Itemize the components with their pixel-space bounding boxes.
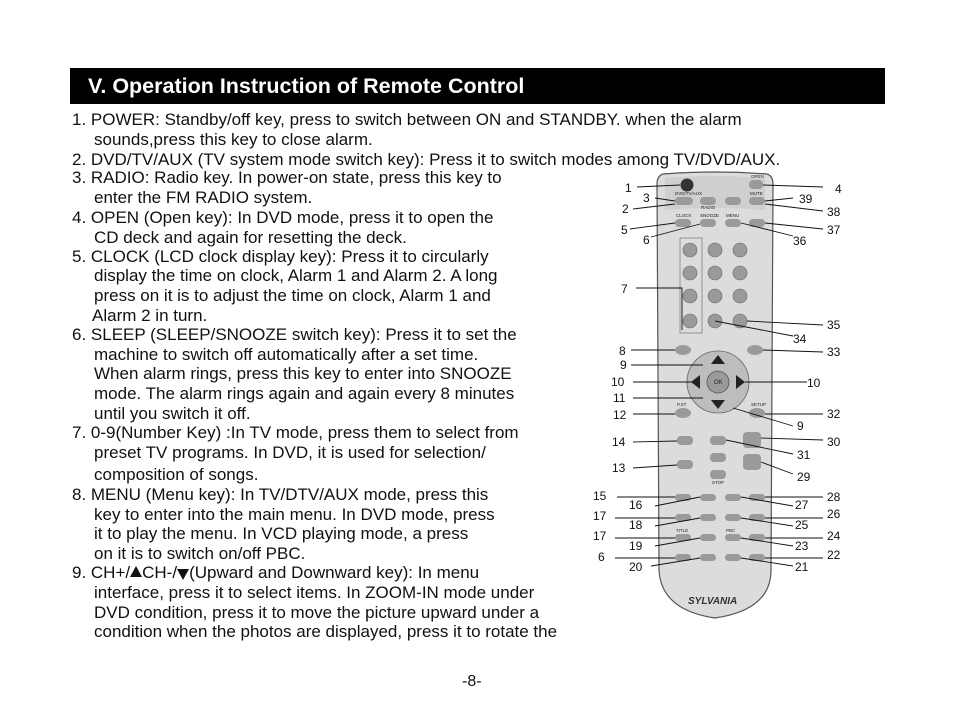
clock-key xyxy=(675,219,691,227)
callout-10-left: 10 xyxy=(611,375,625,389)
menu-right-key xyxy=(747,345,763,355)
line-13: machine to switch off automatically after a set time. xyxy=(94,345,479,364)
callout-9-left: 9 xyxy=(620,358,627,372)
callout-26: 26 xyxy=(827,507,841,521)
snooze-label: SNOOZE xyxy=(700,213,720,218)
ok-label: OK xyxy=(714,380,723,386)
callout-36: 36 xyxy=(793,234,807,248)
callout-4: 4 xyxy=(835,182,842,196)
callout-33: 33 xyxy=(827,345,841,359)
callout-24: 24 xyxy=(827,529,841,543)
callout-17-b: 17 xyxy=(593,529,607,543)
callout-1: 1 xyxy=(625,181,632,195)
remote-control-diagram xyxy=(585,170,855,650)
power-key xyxy=(681,179,694,192)
snooze-key xyxy=(700,219,716,227)
radio-label: RADIO xyxy=(701,205,716,210)
menu-label: MENU xyxy=(726,213,740,218)
pbc-label: PBC xyxy=(726,528,736,533)
callout-13: 13 xyxy=(612,461,626,475)
callout-10-right: 10 xyxy=(807,376,821,390)
section-title-bar xyxy=(70,68,885,104)
callout-2: 2 xyxy=(622,202,629,216)
callout-28: 28 xyxy=(827,490,841,504)
section-title: V. Operation Instruction of Remote Control xyxy=(88,74,525,98)
stop-label: STOP xyxy=(712,480,725,485)
line-19: composition of songs. xyxy=(94,465,259,484)
triangle-up-icon xyxy=(130,566,142,577)
callout-29: 29 xyxy=(797,470,811,484)
open-key xyxy=(749,180,763,189)
line-16: until you switch it off. xyxy=(94,404,251,423)
callout-22: 22 xyxy=(827,548,841,562)
setup-label: SETUP xyxy=(751,402,767,407)
clock-label: CLOCK xyxy=(676,213,692,218)
callout-31: 31 xyxy=(797,448,811,462)
callout-15: 15 xyxy=(593,489,607,503)
callout-7: 7 xyxy=(621,282,628,296)
callout-37: 37 xyxy=(827,223,841,237)
callout-17-a: 17 xyxy=(593,509,607,523)
callout-12: 12 xyxy=(613,408,627,422)
callouts-left xyxy=(593,181,650,574)
line-6: 4. OPEN (Open key): In DVD mode, press it to open the xyxy=(72,208,494,227)
callout-32: 32 xyxy=(827,407,841,421)
callout-35: 35 xyxy=(827,318,841,332)
line-24-part-c: (Upward and Downward key): In menu xyxy=(189,563,480,582)
callout-38: 38 xyxy=(827,205,841,219)
dvd-tv-aux-label: DVD/TV/AUX xyxy=(675,191,703,196)
callout-11: 11 xyxy=(613,391,626,405)
line-24-part-b: CH-/ xyxy=(142,563,178,582)
callouts-right xyxy=(793,182,842,574)
line-15: mode. The alarm rings again and again every 8 minutes xyxy=(94,384,515,403)
callout-21: 21 xyxy=(795,560,809,574)
callout-14: 14 xyxy=(612,435,626,449)
line-17: 7. 0-9(Number Key) :In TV mode, press them to select from xyxy=(72,423,519,442)
callout-34: 34 xyxy=(793,332,807,346)
line-27: condition when the photos are displayed, press it to rotate the xyxy=(94,622,558,641)
line-7: CD deck and again for resetting the deck. xyxy=(94,228,407,247)
line-24-part-a: 9. CH+/ xyxy=(72,563,131,582)
line-8: 5. CLOCK (LCD clock display key): Press it to circularly xyxy=(72,247,489,266)
line-5: enter the FM RADIO system. xyxy=(94,188,313,207)
menu-left-key xyxy=(675,345,691,355)
page-number: -8- xyxy=(462,673,482,690)
line-23: on it is to switch on/off PBC. xyxy=(94,544,306,563)
line-1: 1. POWER: Standby/off key, press to switch between ON and STANDBY. when the alarm xyxy=(72,110,742,129)
sound-mode-key xyxy=(725,197,741,205)
line-20: 8. MENU (Menu key): In TV/DTV/AUX mode, press this xyxy=(72,485,489,504)
callout-9-right: 9 xyxy=(797,419,804,433)
callout-16: 16 xyxy=(629,498,643,512)
line-14: When alarm rings, press this key to enter into SNOOZE xyxy=(94,364,512,383)
callout-8: 8 xyxy=(619,344,626,358)
line-21: key to enter into the main menu. In DVD mode, press xyxy=(94,505,495,524)
callout-39: 39 xyxy=(799,192,813,206)
line-10: press on it is to adjust the time on clock, Alarm 1 and xyxy=(94,286,491,305)
callout-25: 25 xyxy=(795,518,809,532)
line-24 xyxy=(72,563,479,583)
line-26: DVD condition, press it to move the picture upward under a xyxy=(94,603,540,622)
mute-key xyxy=(749,197,765,205)
mute-label: MUTE xyxy=(750,191,763,196)
callout-5: 5 xyxy=(621,223,628,237)
triangle-down-icon xyxy=(177,569,189,580)
callout-6-top: 6 xyxy=(643,233,650,247)
p-st-label: P.ST xyxy=(677,402,687,407)
radio-key xyxy=(700,197,716,205)
line-2: sounds,press this key to close alarm. xyxy=(94,130,373,149)
line-3: 2. DVD/TV/AUX (TV system mode switch key): Press it to switch modes among TV/DVD/AUX. xyxy=(72,150,781,169)
line-4: 3. RADIO: Radio key. In power-on state, press this key to xyxy=(72,168,502,187)
callout-18: 18 xyxy=(629,518,643,532)
callout-6-bottom: 6 xyxy=(598,550,605,564)
callout-30: 30 xyxy=(827,435,841,449)
brand-logo: SYLVANIA xyxy=(688,596,738,607)
callout-27: 27 xyxy=(795,498,809,512)
line-11: Alarm 2 in turn. xyxy=(92,306,208,325)
callout-23: 23 xyxy=(795,539,809,553)
dvd-tv-aux-key xyxy=(675,197,693,205)
title-label: TITLE xyxy=(676,528,689,533)
callout-20: 20 xyxy=(629,560,643,574)
callout-3: 3 xyxy=(643,191,650,205)
line-18: preset TV programs. In DVD, it is used for selection/ xyxy=(94,443,486,462)
open-key-label: OPEN xyxy=(751,174,764,179)
callout-19: 19 xyxy=(629,539,643,553)
p-st-key xyxy=(675,408,691,418)
menu-key xyxy=(725,219,741,227)
line-9: display the time on clock, Alarm 1 and Alarm 2. A long xyxy=(94,266,498,285)
line-25: interface, press it to select items. In ZOOM-IN mode under xyxy=(94,583,535,602)
line-12: 6. SLEEP (SLEEP/SNOOZE switch key): Press it to set the xyxy=(72,325,517,344)
line-22: it to play the menu. In VCD playing mode, a press xyxy=(94,524,469,543)
